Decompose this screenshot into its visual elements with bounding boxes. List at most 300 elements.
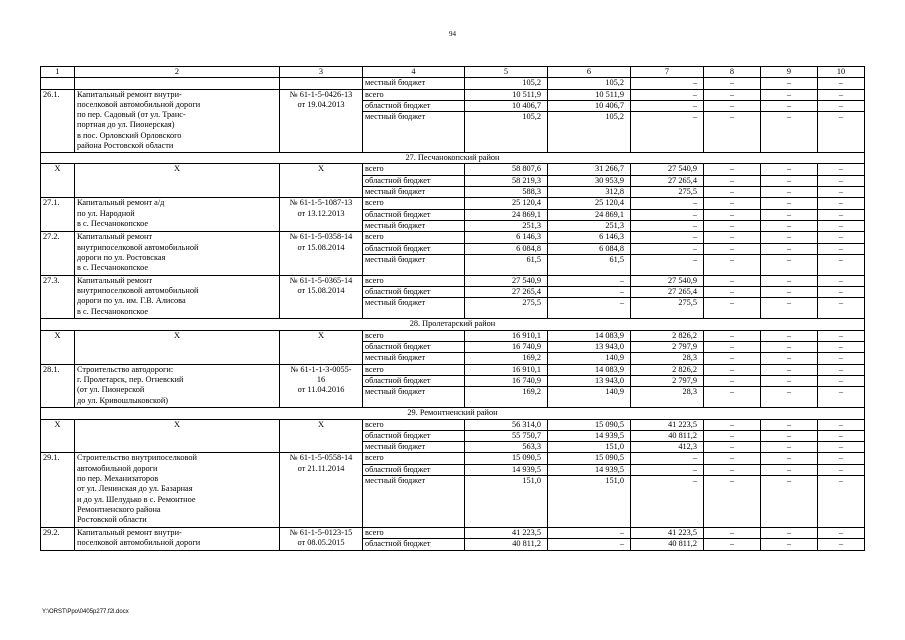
value-cell: 61,5 — [548, 254, 631, 275]
budget-source-cell: местный бюджет — [363, 353, 465, 364]
value-cell: – — [761, 209, 818, 220]
section-row — [41, 153, 865, 164]
x-cell: X — [75, 419, 280, 453]
cell-line: Капитальный ремонт — [77, 275, 153, 285]
value-cell: 40 811,2 — [631, 430, 704, 441]
cell-line: до ул. Кривошлыковской) — [77, 395, 169, 405]
budget-source-cell: местный бюджет — [363, 442, 465, 453]
value-cell: 27 540,9 — [631, 164, 704, 175]
value-cell: – — [761, 476, 818, 528]
cell-line: № 61-1-5-0558-14 — [289, 453, 353, 463]
value-cell: – — [761, 528, 818, 539]
item-number-cell: 27.1. — [41, 198, 75, 232]
value-cell: 25 120,4 — [465, 198, 548, 209]
table-row — [41, 528, 865, 539]
value-cell: – — [818, 287, 865, 298]
value-cell: – — [818, 442, 865, 453]
value-cell: – — [761, 220, 818, 231]
column-header: 10 — [818, 67, 865, 78]
value-cell: 16 910,1 — [465, 364, 548, 375]
value-cell: 275,5 — [631, 187, 704, 198]
value-cell: 15 090,5 — [548, 453, 631, 464]
value-cell: 105,2 — [465, 112, 548, 153]
value-cell: 140,9 — [548, 353, 631, 364]
value-cell: 105,2 — [465, 78, 548, 89]
budget-source-cell: местный бюджет — [363, 476, 465, 528]
cell-line: № 61-1-5-1087-13 — [289, 198, 353, 208]
value-cell: 312,8 — [548, 187, 631, 198]
table-cell — [75, 78, 280, 89]
cell-line: автомобильной дороги — [77, 463, 158, 473]
budget-source-cell: всего — [363, 528, 465, 539]
cell-line: от 15.08.2014 — [297, 286, 345, 296]
column-header: 4 — [363, 67, 465, 78]
value-cell: – — [761, 539, 818, 550]
value-cell: – — [761, 198, 818, 209]
value-cell: – — [704, 528, 761, 539]
document-cell — [280, 89, 363, 153]
table-cell — [280, 78, 363, 89]
document-cell — [280, 528, 363, 551]
project-name-cell — [75, 453, 280, 528]
value-cell: – — [818, 353, 865, 364]
budget-source-cell: всего — [363, 164, 465, 175]
cell-line: от ул. Ленинская до ул. Базарная — [77, 484, 193, 494]
value-cell: – — [631, 254, 704, 275]
value-cell: – — [818, 342, 865, 353]
value-cell: 251,3 — [465, 220, 548, 231]
budget-source-cell: всего — [363, 89, 465, 100]
cell-line: в пос. Орловский Орловского — [77, 130, 182, 140]
value-cell: – — [761, 100, 818, 111]
value-cell: – — [818, 232, 865, 243]
value-cell: 105,2 — [548, 78, 631, 89]
value-cell: – — [704, 387, 761, 408]
value-cell: 56 314,0 — [465, 419, 548, 430]
value-cell: – — [761, 342, 818, 353]
cell-line: (от ул. Пионерской — [77, 385, 145, 395]
cell-line: от 13.12.2013 — [297, 208, 345, 218]
value-cell: – — [704, 476, 761, 528]
value-cell: 151,0 — [548, 476, 631, 528]
value-cell: 14 939,5 — [548, 430, 631, 441]
value-cell: 27 540,9 — [631, 275, 704, 286]
value-cell: – — [631, 243, 704, 254]
value-cell: – — [704, 187, 761, 198]
column-header: 3 — [280, 67, 363, 78]
budget-source-cell: областной бюджет — [363, 243, 465, 254]
value-cell: 15 090,5 — [548, 419, 631, 430]
value-cell: 15 090,5 — [465, 453, 548, 464]
table-row — [41, 275, 865, 286]
value-cell: – — [761, 330, 818, 341]
value-cell: 105,2 — [548, 112, 631, 153]
item-number-cell: 29.2. — [41, 528, 75, 551]
table-row — [41, 453, 865, 464]
section-row — [41, 408, 865, 419]
column-header: 2 — [75, 67, 280, 78]
value-cell: – — [704, 112, 761, 153]
value-cell: 31 266,7 — [548, 164, 631, 175]
value-cell: 27 265,4 — [465, 287, 548, 298]
value-cell: 40 811,2 — [465, 539, 548, 550]
item-number-cell: 29.1. — [41, 453, 75, 528]
item-number-cell: 27.2. — [41, 232, 75, 276]
value-cell: – — [704, 254, 761, 275]
value-cell: – — [761, 430, 818, 441]
budget-source-cell: всего — [363, 232, 465, 243]
cell-line: дороги по ул. им. Г.В. Алисова — [77, 296, 186, 306]
value-cell: – — [761, 453, 818, 464]
value-cell: – — [704, 330, 761, 341]
value-cell: 2 826,2 — [631, 330, 704, 341]
section-title: 28. Пролетарский район — [41, 319, 865, 330]
document-cell — [280, 453, 363, 528]
value-cell: 140,9 — [548, 387, 631, 408]
section-title: 27. Песчанокопский район — [41, 153, 865, 164]
value-cell: – — [818, 198, 865, 209]
value-cell: 10 511,9 — [548, 89, 631, 100]
value-cell: 58 219,3 — [465, 175, 548, 186]
value-cell: 40 811,2 — [631, 539, 704, 550]
value-cell: – — [818, 112, 865, 153]
document-cell — [280, 232, 363, 276]
budget-source-cell: всего — [363, 330, 465, 341]
value-cell: – — [761, 232, 818, 243]
section-row — [41, 319, 865, 330]
value-cell: – — [548, 528, 631, 539]
cell-line: в с. Песчанокопское — [77, 306, 149, 316]
value-cell: – — [818, 330, 865, 341]
value-cell: 58 807,6 — [465, 164, 548, 175]
value-cell: – — [761, 298, 818, 319]
x-cell: X — [280, 419, 363, 453]
value-cell: – — [704, 287, 761, 298]
value-cell: – — [818, 187, 865, 198]
value-cell: – — [704, 430, 761, 441]
value-cell: – — [704, 375, 761, 386]
value-cell: – — [761, 275, 818, 286]
value-cell: – — [548, 275, 631, 286]
cell-line: № 61-1-5-0123-15 — [289, 528, 353, 538]
value-cell: 16 740,9 — [465, 375, 548, 386]
value-cell: – — [704, 164, 761, 175]
budget-source-cell: областной бюджет — [363, 175, 465, 186]
document-cell — [280, 364, 363, 408]
cell-line: г. Пролетарск, пер. Огневский — [77, 374, 184, 384]
value-cell: – — [818, 364, 865, 375]
header-row — [41, 67, 865, 78]
value-cell: 61,5 — [465, 254, 548, 275]
value-cell: – — [761, 419, 818, 430]
value-cell: 588,3 — [465, 187, 548, 198]
page-number: 94 — [449, 30, 456, 38]
value-cell: – — [818, 464, 865, 475]
project-name-cell — [75, 275, 280, 319]
budget-source-cell: областной бюджет — [363, 342, 465, 353]
budget-source-cell: местный бюджет — [363, 254, 465, 275]
value-cell: – — [761, 112, 818, 153]
value-cell: – — [818, 220, 865, 231]
value-cell: – — [818, 375, 865, 386]
value-cell: – — [704, 89, 761, 100]
cell-line: и до ул. Шелудько в с. Ремонтное — [77, 494, 196, 504]
project-name-cell — [75, 232, 280, 276]
value-cell: 6 084,8 — [465, 243, 548, 254]
cell-line: Капитальный ремонт а/д — [77, 198, 165, 208]
value-cell: – — [704, 209, 761, 220]
value-cell: – — [761, 364, 818, 375]
value-cell: 25 120,4 — [548, 198, 631, 209]
value-cell: – — [761, 187, 818, 198]
budget-source-cell: областной бюджет — [363, 430, 465, 441]
cell-line: Капитальный ремонт внутри- — [77, 528, 182, 538]
value-cell: – — [761, 243, 818, 254]
project-name-cell — [75, 198, 280, 232]
value-cell: 151,0 — [465, 476, 548, 528]
value-cell: – — [761, 464, 818, 475]
value-cell: 24 869,1 — [548, 209, 631, 220]
section-title: 29. Ремонтненский район — [41, 408, 865, 419]
budget-source-cell: областной бюджет — [363, 464, 465, 475]
item-number-cell: 28.1. — [41, 364, 75, 408]
value-cell: – — [818, 298, 865, 319]
value-cell: 14 083,9 — [548, 364, 631, 375]
value-cell: – — [761, 287, 818, 298]
cell-line: поселковой автомобильной дороги — [77, 99, 201, 109]
value-cell: – — [818, 476, 865, 528]
value-cell: – — [704, 464, 761, 475]
x-cell: X — [41, 330, 75, 364]
budget-source-cell: областной бюджет — [363, 287, 465, 298]
value-cell: 27 265,4 — [631, 175, 704, 186]
value-cell: 14 939,5 — [465, 464, 548, 475]
x-cell: X — [41, 164, 75, 198]
value-cell: – — [704, 78, 761, 89]
value-cell: – — [761, 387, 818, 408]
table-row — [41, 78, 865, 89]
value-cell: – — [818, 539, 865, 550]
value-cell: 563,3 — [465, 442, 548, 453]
document-cell — [280, 275, 363, 319]
value-cell: 10 406,7 — [548, 100, 631, 111]
table-row — [41, 164, 865, 175]
cell-line: от 15.08.2014 — [297, 242, 345, 252]
x-cell: X — [41, 419, 75, 453]
value-cell: – — [704, 198, 761, 209]
table-row — [41, 198, 865, 209]
value-cell: 2 797,9 — [631, 342, 704, 353]
table-row — [41, 89, 865, 100]
value-cell: – — [548, 298, 631, 319]
value-cell: – — [704, 419, 761, 430]
value-cell: – — [761, 353, 818, 364]
project-name-cell — [75, 89, 280, 153]
value-cell: – — [704, 364, 761, 375]
budget-source-cell: местный бюджет — [363, 187, 465, 198]
cell-line: Капитальный ремонт — [77, 232, 153, 242]
value-cell: 41 223,5 — [631, 528, 704, 539]
cell-line: № 61-1-1-3-0055- — [290, 364, 352, 374]
value-cell: – — [704, 298, 761, 319]
budget-source-cell: областной бюджет — [363, 209, 465, 220]
value-cell: – — [818, 419, 865, 430]
cell-line: портная до ул. Пионерская) — [77, 120, 175, 130]
value-cell: – — [818, 78, 865, 89]
cell-line: Строительство внутрипоселковой — [77, 453, 197, 463]
value-cell: 169,2 — [465, 387, 548, 408]
cell-line: в с. Песчанокопское — [77, 218, 149, 228]
budget-source-cell: областной бюджет — [363, 375, 465, 386]
value-cell: – — [818, 164, 865, 175]
column-header: 5 — [465, 67, 548, 78]
budget-source-cell: местный бюджет — [363, 220, 465, 231]
value-cell: – — [704, 243, 761, 254]
cell-line: Ремонтненского района — [77, 504, 161, 514]
value-cell: – — [704, 175, 761, 186]
value-cell: 6 084,8 — [548, 243, 631, 254]
value-cell: – — [631, 89, 704, 100]
value-cell: – — [761, 254, 818, 275]
cell-line: от 19.04.2013 — [297, 99, 345, 109]
cell-line: по ул. Народной — [77, 208, 135, 218]
budget-source-cell: местный бюджет — [363, 387, 465, 408]
cell-line: дороги по ул. Ростовская — [77, 252, 166, 262]
value-cell: – — [631, 453, 704, 464]
value-cell: – — [818, 100, 865, 111]
cell-line: от 08.05.2015 — [297, 538, 345, 548]
value-cell: 6 146,3 — [548, 232, 631, 243]
value-cell: 16 740,9 — [465, 342, 548, 353]
value-cell: 24 869,1 — [465, 209, 548, 220]
value-cell: 28,3 — [631, 387, 704, 408]
value-cell: – — [761, 164, 818, 175]
budget-source-cell: местный бюджет — [363, 298, 465, 319]
file-path-footer: Y:\ORST\Ppo\0405p277.f2l.docx — [42, 609, 129, 615]
value-cell: – — [761, 175, 818, 186]
value-cell: 14 939,5 — [548, 464, 631, 475]
value-cell: 275,5 — [465, 298, 548, 319]
value-cell: – — [631, 112, 704, 153]
cell-line: 16 — [316, 374, 326, 384]
table-row — [41, 419, 865, 430]
table-row — [41, 330, 865, 341]
value-cell: – — [631, 476, 704, 528]
table-cell — [41, 78, 75, 89]
cell-line: от 21.11.2014 — [297, 463, 345, 473]
column-header: 1 — [41, 67, 75, 78]
value-cell: – — [704, 442, 761, 453]
value-cell: – — [704, 342, 761, 353]
value-cell: 10 406,7 — [465, 100, 548, 111]
value-cell: 30 953,9 — [548, 175, 631, 186]
value-cell: 251,3 — [548, 220, 631, 231]
table-row — [41, 364, 865, 375]
value-cell: 27 540,9 — [465, 275, 548, 286]
value-cell: – — [704, 100, 761, 111]
value-cell: 2 826,2 — [631, 364, 704, 375]
value-cell: – — [631, 209, 704, 220]
value-cell: – — [818, 275, 865, 286]
value-cell: – — [704, 220, 761, 231]
project-name-cell — [75, 364, 280, 408]
value-cell: – — [818, 254, 865, 275]
x-cell: X — [280, 164, 363, 198]
value-cell: 13 943,0 — [548, 375, 631, 386]
value-cell: – — [818, 528, 865, 539]
value-cell: – — [761, 78, 818, 89]
value-cell: – — [704, 453, 761, 464]
budget-source-cell: всего — [363, 453, 465, 464]
column-header: 8 — [704, 67, 761, 78]
document-cell — [280, 198, 363, 232]
item-number-cell: 27.3. — [41, 275, 75, 319]
column-header: 7 — [631, 67, 704, 78]
value-cell: 16 910,1 — [465, 330, 548, 341]
value-cell: 41 223,5 — [631, 419, 704, 430]
item-number-cell: 26.1. — [41, 89, 75, 153]
cell-line: от 11.04.2016 — [297, 385, 345, 395]
value-cell: – — [704, 232, 761, 243]
cell-line: № 61-1-5-0358-14 — [289, 232, 353, 242]
cell-line: Капитальный ремонт внутри- — [77, 89, 182, 99]
budget-source-cell: всего — [363, 364, 465, 375]
x-cell: X — [75, 330, 280, 364]
value-cell: 13 943,0 — [548, 342, 631, 353]
value-cell: 6 146,3 — [465, 232, 548, 243]
cell-line: внутрипоселковой автомобильной — [77, 242, 199, 252]
value-cell: – — [704, 539, 761, 550]
value-cell: 412,3 — [631, 442, 704, 453]
budget-source-cell: всего — [363, 275, 465, 286]
cell-line: в с. Песчанокопское — [77, 263, 149, 273]
cell-line: № 61-1-5-0365-14 — [289, 275, 353, 285]
cell-line: по пер. Садовый (от ул. Транс- — [77, 110, 186, 120]
value-cell: 28,3 — [631, 353, 704, 364]
cell-line: внутрипоселковой автомобильной — [77, 286, 199, 296]
budget-source-cell: местный бюджет — [363, 112, 465, 153]
value-cell: – — [704, 275, 761, 286]
value-cell: 151,0 — [548, 442, 631, 453]
program-table — [40, 66, 865, 551]
value-cell: 275,5 — [631, 298, 704, 319]
value-cell: – — [818, 453, 865, 464]
value-cell: – — [818, 175, 865, 186]
cell-line: Строительство автодороги: — [77, 364, 174, 374]
value-cell: – — [818, 430, 865, 441]
value-cell: – — [631, 100, 704, 111]
value-cell: – — [631, 198, 704, 209]
value-cell: – — [761, 89, 818, 100]
value-cell: – — [548, 287, 631, 298]
cell-line: Ростовской области — [77, 515, 147, 525]
value-cell: – — [818, 243, 865, 254]
cell-line: района Ростовской области — [77, 141, 174, 151]
value-cell: 14 083,9 — [548, 330, 631, 341]
budget-source-cell: всего — [363, 419, 465, 430]
cell-line: поселковой автомобильной дороги — [77, 538, 201, 548]
value-cell: 169,2 — [465, 353, 548, 364]
value-cell: – — [704, 353, 761, 364]
project-name-cell — [75, 528, 280, 551]
value-cell: 41 223,5 — [465, 528, 548, 539]
column-header: 9 — [761, 67, 818, 78]
value-cell: 2 797,9 — [631, 375, 704, 386]
budget-source-cell: областной бюджет — [363, 539, 465, 550]
budget-source-cell: местный бюджет — [363, 78, 465, 89]
x-cell: X — [280, 330, 363, 364]
column-header: 6 — [548, 67, 631, 78]
